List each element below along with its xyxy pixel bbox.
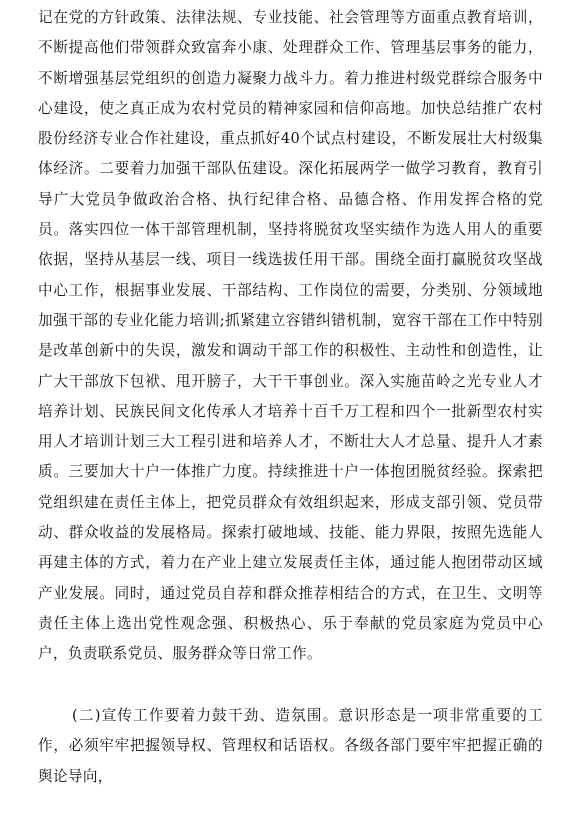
body-paragraph-2: (二)宣传工作要着力鼓干劲、造氛围。意识形态是一项非常重要的工作，必须牢牢把握领导权、管理权和话语权。各级各部门要牢牢把握正确的舆论导向， bbox=[38, 707, 543, 785]
body-paragraph-1: 记在党的方针政策、法律法规、专业技能、社会管理等方面重点教育培训，不断提高他们带领群众致富奔小康、处理群众工作、管理基层事务的能力，不断增强基层党组织的创造力凝聚力战斗力。着力推进村级党群综合服务中心建设，使之真正成为农村党员的精神家园和信仰高地。加快总结推广农村股份经济专业合作社建设，重点抓好40个试点村建设，不断发展壮大村级集体经济。二要着力加强干部队伍建设。深化拓展两学一做学习教育，教育引导广大党员争做政治合格、执行纪律合格、品德合格、作用发挥合格的党员。落实四位一体干部管理机制，坚持将脱贫攻坚实绩作为选人用人的重要依据，坚持从基层一线、项目一线选拔任用干部。围绕全面打赢脱贫攻坚战中心工作，根据事业发展、干部结构、工作岗位的需要，分类别、分领域地加强干部的专业化能力培训;抓紧建立容错纠错机制，宽容干部在工作中特别是改革创新中的失误，激发和调动干部工作的积极性、主动性和创造性，让广大干部放下包袱、甩开膀子，大干干事创业。深入实施苗岭之光专业人才培养计划、民族民间文化传承人才培养十百千万工程和四个一批新型农村实用人才培训计划三大工程引进和培养人才，不断壮大人才总量、提升人才素质。三要加大十户一体推广力度。持续推进十户一体抱团脱贫经验。探索把党组织建在责任主体上，把党员群众有效组织起来，形成支部引领、党员带动、群众收益的发展格局。探索打破地域、技能、能力界限，按照先选能人再建主体的方式，着力在产业上建立发展责任主体，通过能人抱团带动区域产业发展。同时，通过党员自荐和群众推荐相结合的方式，在卫生、文明等责任主体上选出党性观念强、积极热心、乐于奉献的党员家庭为党员中心户，负责联系党员、服务群众等日常工作。 bbox=[38, 9, 543, 663]
